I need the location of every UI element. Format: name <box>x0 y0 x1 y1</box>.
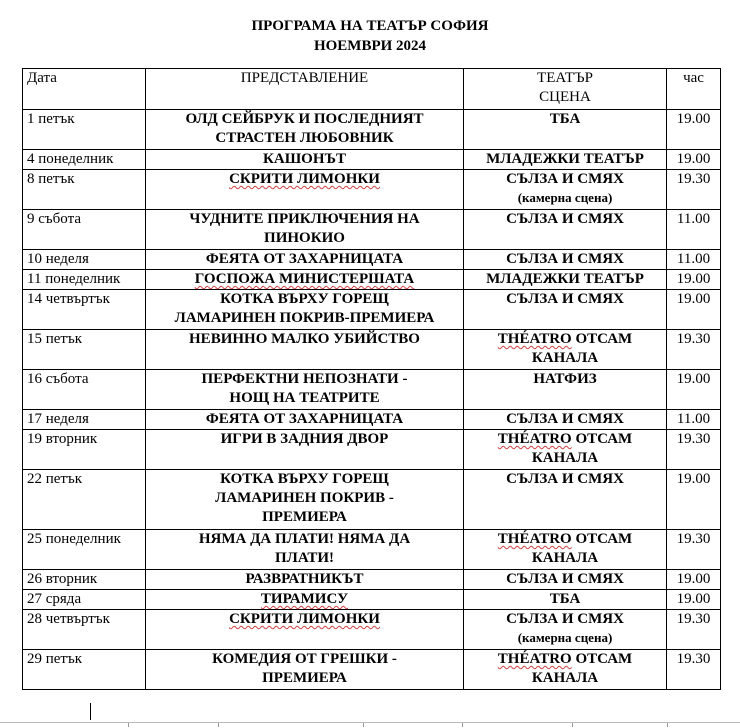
show-title: ЧУДНИТЕ ПРИКЛЮЧЕНИЯ НА ПИНОКИО <box>189 211 420 246</box>
show-title: КАШОНЪТ <box>263 151 346 167</box>
header-venue <box>464 69 667 110</box>
venue-name: СЪЛЗА И СМЯХ <box>506 251 624 267</box>
cell-time: 19.00 <box>667 150 721 170</box>
cell-date: 8 петък <box>23 170 146 210</box>
table-row <box>23 610 721 650</box>
cell-venue <box>464 250 667 270</box>
table-row <box>23 530 721 570</box>
ruler-tick <box>462 723 463 727</box>
header-venue-line2: СЦЕНА <box>539 89 591 105</box>
cell-time: 19.00 <box>667 270 721 290</box>
table-row <box>23 250 721 270</box>
show-title: ОЛД СЕЙБРУК И ПОСЛЕДНИЯТ СТРАСТЕН ЛЮБОВНИК <box>185 111 424 146</box>
show-title: КОТКА ВЪРХУ ГОРЕЩ ЛАМАРИНЕН ПОКРИВ-ПРЕМИЕРА <box>174 291 435 326</box>
cell-show <box>146 330 464 370</box>
venue-name: НАТФИЗ <box>533 371 597 387</box>
cell-date: 19 вторник <box>23 430 146 470</box>
show-title: ТИРАМИСУ <box>260 591 349 607</box>
cell-date: 15 петък <box>23 330 146 370</box>
cell-time: 19.00 <box>667 470 721 530</box>
header-venue-line1: ТЕАТЪР <box>537 70 593 86</box>
table-row <box>23 650 721 690</box>
cell-date: 4 понеделник <box>23 150 146 170</box>
venue-name: THÉATRO ОТСАМ КАНАЛА <box>497 651 633 686</box>
cell-time: 11.00 <box>667 210 721 250</box>
venue-name: МЛАДЕЖКИ ТЕАТЪР <box>486 151 644 167</box>
cell-date: 14 четвъртък <box>23 290 146 330</box>
show-title: КОТКА ВЪРХУ ГОРЕЩ ЛАМАРИНЕН ПОКРИВ - ПРЕМИЕРА <box>215 471 394 525</box>
cell-show <box>146 430 464 470</box>
show-title: НЯМА ДА ПЛАТИ! НЯМА ДА ПЛАТИ! <box>198 531 411 566</box>
cell-show <box>146 250 464 270</box>
cell-time: 11.00 <box>667 410 721 430</box>
cell-venue <box>464 650 667 690</box>
page-bottom-edge <box>0 722 740 728</box>
ruler-tick <box>667 723 668 727</box>
table-row <box>23 210 721 250</box>
show-title: НЕВИННО МАЛКО УБИЙСТВО <box>189 331 420 347</box>
cell-show <box>146 530 464 570</box>
cell-date: 29 петък <box>23 650 146 690</box>
cell-venue <box>464 610 667 650</box>
cell-date: 28 четвъртък <box>23 610 146 650</box>
table-row <box>23 170 721 210</box>
show-title: ГОСПОЖА МИНИСТЕРШАТА <box>194 271 415 287</box>
cell-show <box>146 610 464 650</box>
header-date: Дата <box>23 69 146 110</box>
venue-name: ТБА <box>549 111 581 127</box>
table-header-row <box>23 69 721 110</box>
venue-name: СЪЛЗА И СМЯХ <box>506 571 624 587</box>
table-row <box>23 330 721 370</box>
cell-time: 19.00 <box>667 110 721 150</box>
show-title: ИГРИ В ЗАДНИЯ ДВОР <box>220 431 389 447</box>
cell-time: 19.30 <box>667 330 721 370</box>
cell-date: 26 вторник <box>23 570 146 590</box>
cell-time: 19.00 <box>667 570 721 590</box>
show-title: ФЕЯТА ОТ ЗАХАРНИЦАТА <box>205 251 404 267</box>
cell-show <box>146 270 464 290</box>
show-title: СКРИТИ ЛИМОНКИ <box>229 611 380 627</box>
cell-venue <box>464 210 667 250</box>
venue-name: СЪЛЗА И СМЯХ <box>506 211 624 227</box>
table-body <box>23 110 721 690</box>
cell-show <box>146 590 464 610</box>
show-title: ПЕРФЕКТНИ НЕПОЗНАТИ - НОЩ НА ТЕАТРИТЕ <box>201 371 408 406</box>
table-row <box>23 410 721 430</box>
venue-name: СЪЛЗА И СМЯХ <box>506 171 624 187</box>
cell-time: 11.00 <box>667 250 721 270</box>
show-title: РАЗВРАТНИКЪТ <box>245 571 364 587</box>
cell-time: 19.30 <box>667 170 721 210</box>
cell-time: 19.30 <box>667 530 721 570</box>
cell-venue <box>464 330 667 370</box>
cell-venue <box>464 590 667 610</box>
ruler-tick <box>128 723 129 727</box>
cell-show <box>146 410 464 430</box>
cell-date: 1 петък <box>23 110 146 150</box>
cell-date: 9 събота <box>23 210 146 250</box>
cell-show <box>146 650 464 690</box>
cell-venue <box>464 410 667 430</box>
venue-name: СЪЛЗА И СМЯХ <box>506 611 624 627</box>
table-row <box>23 110 721 150</box>
cell-time: 19.00 <box>667 590 721 610</box>
cell-venue <box>464 110 667 150</box>
cell-time: 19.30 <box>667 610 721 650</box>
venue-name: СЪЛЗА И СМЯХ <box>506 291 624 307</box>
venue-name: THÉATRO ОТСАМ КАНАЛА <box>497 331 633 366</box>
cell-show <box>146 570 464 590</box>
venue-stage: (камерна сцена) <box>517 630 613 645</box>
text-cursor <box>90 703 91 720</box>
cell-venue <box>464 430 667 470</box>
cell-venue <box>464 290 667 330</box>
cell-date: 17 неделя <box>23 410 146 430</box>
cell-show <box>146 150 464 170</box>
venue-name: ТБА <box>549 591 581 607</box>
table-row <box>23 430 721 470</box>
table-row <box>23 370 721 410</box>
cell-show <box>146 470 464 530</box>
cell-time: 19.00 <box>667 290 721 330</box>
show-title: КОМЕДИЯ ОТ ГРЕШКИ - ПРЕМИЕРА <box>212 651 397 686</box>
header-time: час <box>667 69 721 110</box>
cell-show <box>146 210 464 250</box>
cell-date: 10 неделя <box>23 250 146 270</box>
show-title: СКРИТИ ЛИМОНКИ <box>229 171 380 187</box>
venue-name: THÉATRO ОТСАМ КАНАЛА <box>497 431 633 466</box>
cell-show <box>146 290 464 330</box>
cell-date: 22 петък <box>23 470 146 530</box>
ruler-tick <box>218 723 219 727</box>
venue-name: СЪЛЗА И СМЯХ <box>506 411 624 427</box>
header-show: ПРЕДСТАВЛЕНИЕ <box>146 69 464 110</box>
cell-venue <box>464 570 667 590</box>
cell-time: 19.30 <box>667 430 721 470</box>
cell-show <box>146 170 464 210</box>
cell-date: 27 сряда <box>23 590 146 610</box>
table-row <box>23 150 721 170</box>
table-row <box>23 290 721 330</box>
venue-name: СЪЛЗА И СМЯХ <box>506 471 624 487</box>
document-subtitle: НОЕМВРИ 2024 <box>313 38 427 54</box>
cell-time: 19.30 <box>667 650 721 690</box>
cell-date: 16 събота <box>23 370 146 410</box>
program-table <box>22 68 721 690</box>
cell-show <box>146 110 464 150</box>
ruler-tick <box>363 723 364 727</box>
venue-name: THÉATRO ОТСАМ КАНАЛА <box>497 531 633 566</box>
table-row <box>23 470 721 530</box>
table-row <box>23 590 721 610</box>
cell-venue <box>464 270 667 290</box>
cell-venue <box>464 170 667 210</box>
document-title: ПРОГРАМА НА ТЕАТЪР СОФИЯ <box>251 18 489 34</box>
cell-venue <box>464 150 667 170</box>
cell-show <box>146 370 464 410</box>
cell-time: 19.00 <box>667 370 721 410</box>
table-row <box>23 570 721 590</box>
cell-date: 25 понеделник <box>23 530 146 570</box>
cell-venue <box>464 470 667 530</box>
cell-venue <box>464 530 667 570</box>
show-title: ФЕЯТА ОТ ЗАХАРНИЦАТА <box>205 411 404 427</box>
cell-date: 11 понеделник <box>23 270 146 290</box>
ruler-tick <box>572 723 573 727</box>
cell-venue <box>464 370 667 410</box>
venue-stage: (камерна сцена) <box>517 190 613 205</box>
table-row <box>23 270 721 290</box>
venue-name: МЛАДЕЖКИ ТЕАТЪР <box>486 271 644 287</box>
